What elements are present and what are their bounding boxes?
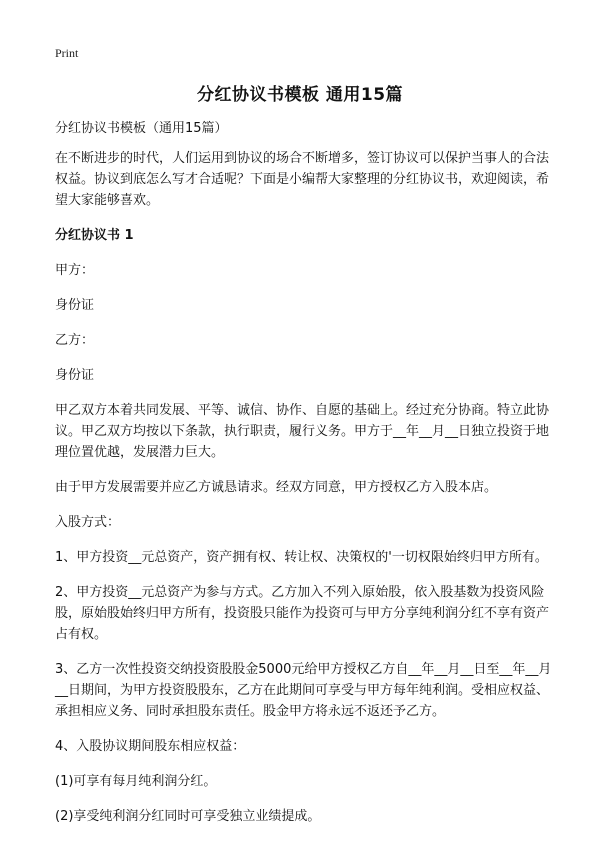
intro-paragraph: 在不断进步的时代，人们运用到协议的场合不断增多，签订协议可以保护当事人的合法权益。协议到底怎么写才合适呢？下面是小编帮大家整理的分红协议书，欢迎阅读，希望大家能够喜欢。 [55, 151, 550, 208]
party-b-id-card-label: 身份证 [55, 368, 95, 383]
share-method-label: 入股方式： [55, 515, 121, 530]
clause-item-3: 3、乙方一次性投资交纳投资股股金5000元给甲方授权乙方自__年__月__日至__年__月__日期间，为甲方投资股股东，乙方在此期间可享受与甲方每年纯利润。受相应权益、承担相应义务、同时承担股东责任。股金甲方将永远不返还予乙方。 [55, 662, 552, 719]
sub-clause-item-1: (1)可享有每月纯利润分红。 [55, 774, 217, 789]
basis-paragraph: 甲乙双方本着共同发展、平等、诚信、协作、自愿的基础上。经过充分协商。特立此协议。甲乙双方均按以下条款，执行职责，履行义务。甲方于__年__月__日独立投资于地理位置优越，发展潜力巨大。 [55, 403, 550, 460]
clause-item-1: 1、甲方投资__元总资产，资产拥有权、转让权、决策权的'一切权限始终归甲方所有。 [55, 550, 548, 565]
reason-paragraph: 由于甲方发展需要并应乙方诚恳请求。经双方同意，甲方授权乙方入股本店。 [55, 480, 498, 495]
party-b-label: 乙方： [55, 333, 95, 348]
document-body [55, 118, 555, 841]
clause-item-2: 2、甲方投资__元总资产为参与方式。乙方加入不列入原始股，依入股基数为投资风险股，原始股始终归甲方所有，投资股只能作为投资可与甲方分享纯利润分红不享有资产占有权。 [55, 585, 550, 642]
page-title: 分红协议书模板 通用15篇 [196, 85, 404, 105]
party-a-id-card-label: 身份证 [55, 298, 95, 313]
clause-item-4: 4、入股协议期间股东相应权益： [55, 739, 246, 754]
sub-clause-item-2: (2)享受纯利润分红同时可享受独立业绩提成。 [55, 809, 321, 824]
section-heading: 分红协议书 1 [55, 228, 134, 243]
print-link[interactable]: Print [55, 46, 79, 60]
party-a-label: 甲方： [55, 263, 95, 278]
document-subtitle: 分红协议书模板（通用15篇） [55, 121, 228, 136]
